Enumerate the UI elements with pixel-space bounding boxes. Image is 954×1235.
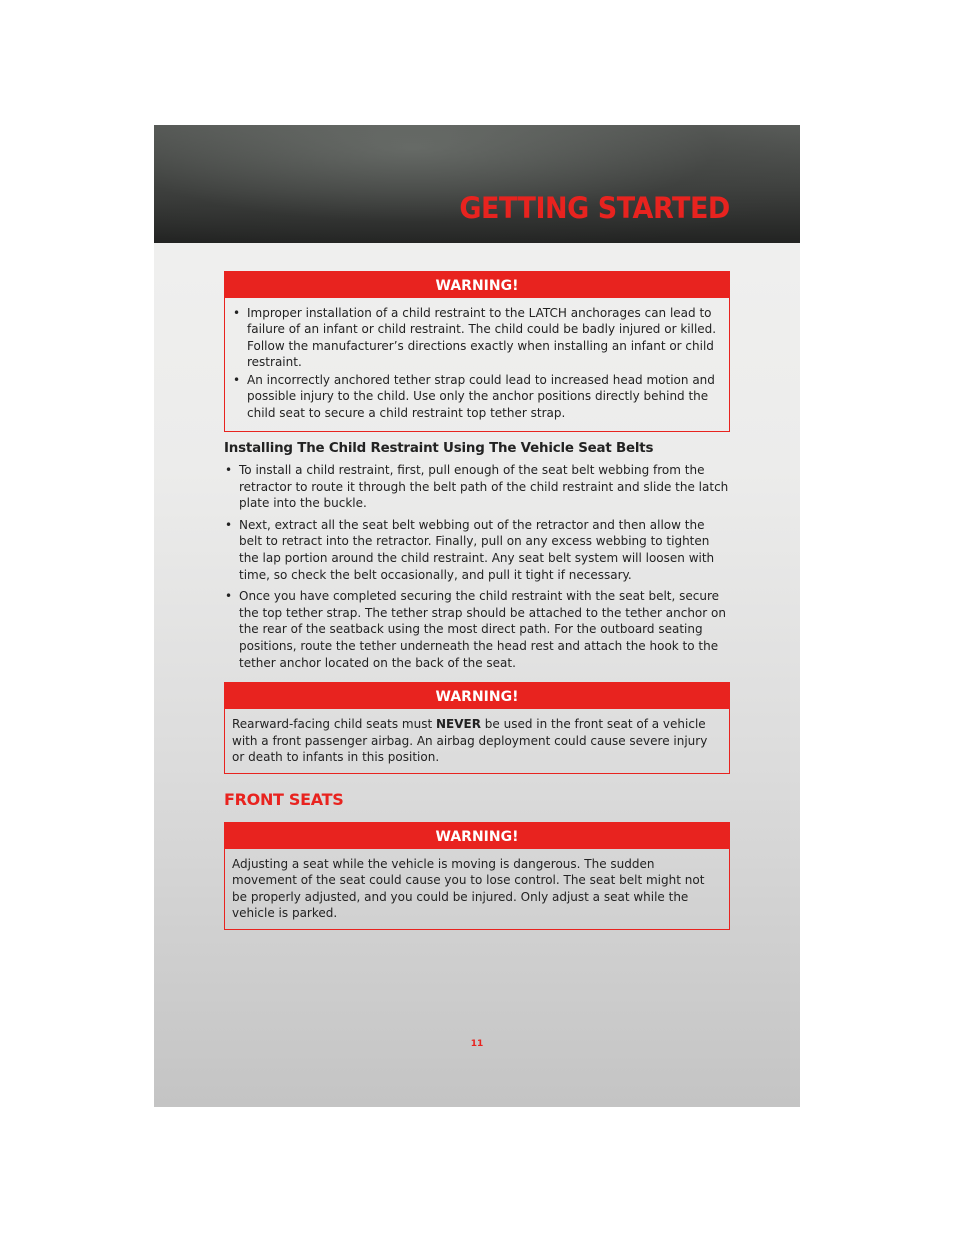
page-number: 11 xyxy=(470,1039,484,1049)
warning-body xyxy=(225,709,729,773)
warning-item: • Improper installation of a child restraint to the LATCH anchorages can lead to failure of an infant or child restraint. The child could be badly injured or killed. Follow the manufacturer’s directions exactly when installing an infant or child restraint. xyxy=(232,305,722,370)
instruction-list xyxy=(224,462,730,671)
page-content xyxy=(224,271,730,930)
instruction-item: • Once you have completed securing the child restraint with the seat belt, secure the top tether strap. The tether strap should be attached to the tether anchor on the rear of the seatback using the most direct path. For the outboard seating positions, route the tether underneath the head rest and attach the hook to the tether anchor located on the back of the seat. xyxy=(224,588,730,671)
warning-emphasis: NEVER xyxy=(435,717,481,732)
page-title: GETTING STARTED xyxy=(459,191,730,225)
section-heading-front-seats: FRONT SEATS xyxy=(224,790,344,810)
warning-box-latch xyxy=(224,271,730,432)
manual-page xyxy=(154,125,800,1107)
warning-box-rearward xyxy=(224,682,730,774)
warning-label: WARNING! xyxy=(225,823,729,849)
warning-item: • An incorrectly anchored tether strap could lead to increased head motion and possible injury to the child. Use only the anchor positions directly behind the child seat to secure a child restraint top tether strap. xyxy=(232,372,722,421)
warning-list xyxy=(232,305,722,421)
warning-label: WARNING! xyxy=(225,272,729,298)
warning-body xyxy=(225,298,729,431)
warning-body: Adjusting a seat while the vehicle is moving is dangerous. The sudden movement of the seat could cause you to lose control. The seat belt might not be properly adjusted, and you could be injured. Only adjust a seat while the vehicle is parked. xyxy=(232,857,705,920)
page-header xyxy=(154,125,800,243)
warning-box-seat-adjust xyxy=(224,822,730,930)
warning-text: Rearward-facing child seats must xyxy=(232,717,436,732)
warning-text: be used in the front seat of a vehicle with a front passenger airbag. An airbag deployment could cause severe injury or death to infants in this position. xyxy=(232,717,708,764)
instruction-item: • To install a child restraint, first, pull enough of the seat belt webbing from the retractor to route it through the belt path of the child restraint and slide the latch plate into the buckle. xyxy=(224,462,730,512)
instruction-item: • Next, extract all the seat belt webbing out of the retractor and then allow the belt to retract into the retractor. Finally, pull on any excess webbing to tighten the lap portion around the child restraint. Any seat belt system will loosen with time, so check the belt occasionally, and pull it tight if necessary. xyxy=(224,517,730,583)
section-subheading: Installing The Child Restraint Using The Vehicle Seat Belts xyxy=(224,441,654,457)
warning-label: WARNING! xyxy=(225,683,729,709)
